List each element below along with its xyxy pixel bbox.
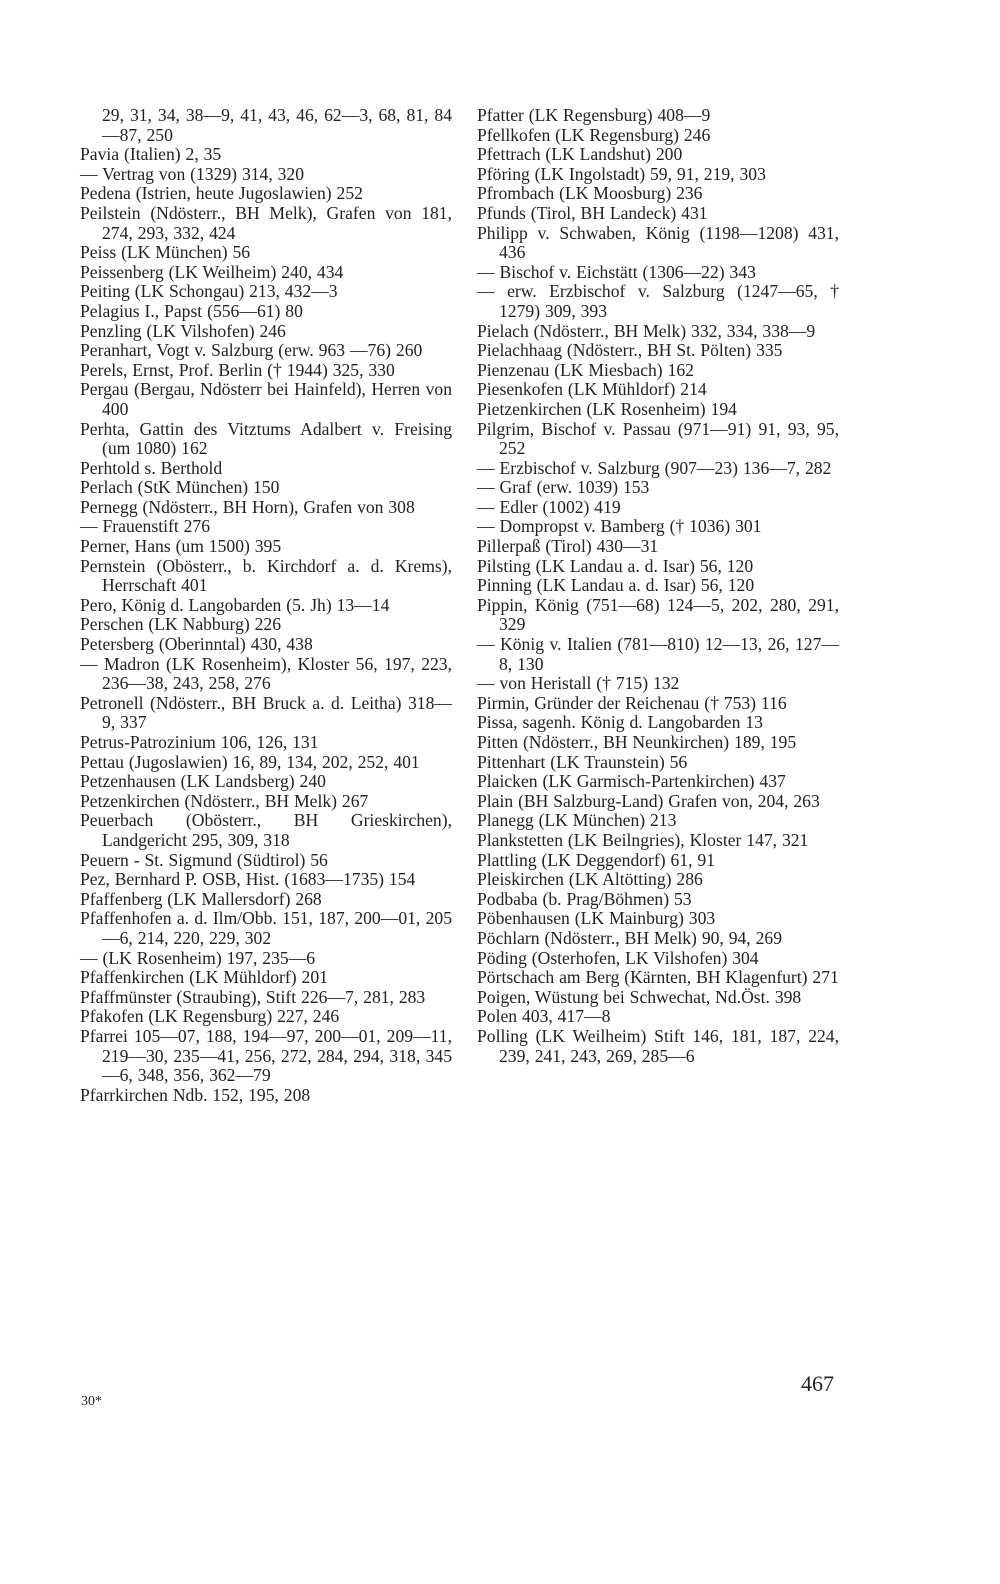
index-entry: — Dompropst v. Bamberg († 1036) 301 [477, 516, 762, 537]
index-entry: Pirmin, Gründer der Reichenau († 753) 116 [477, 692, 787, 713]
index-entry: Pfettrach (LK Landshut) 200 [477, 144, 683, 165]
index-entry: Pfakofen (LK Regensburg) 227, 246 [80, 1006, 340, 1027]
index-entry: Pittenhart (LK Traunstein) 56 [477, 751, 688, 772]
index-entry: Planegg (LK München) 213 [477, 810, 677, 831]
index-entry: Pleiskirchen (LK Altötting) 286 [477, 869, 703, 890]
index-entry: Plaicken (LK Garmisch-Partenkirchen) 437 [477, 771, 786, 792]
index-entry: Pöbenhausen (LK Mainburg) 303 [477, 908, 716, 929]
index-entry: Pöding (Osterhofen, LK Vilshofen) 304 [477, 947, 759, 968]
index-entry: Perels, Ernst, Prof. Berlin († 1944) 325, 330 [80, 359, 395, 380]
index-entry: Pfaffmünster (Straubing), Stift 226—7, 281, 283 [80, 986, 426, 1007]
index-entry: Pinning (LK Landau a. d. Isar) 56, 120 [477, 575, 755, 596]
index-entry: — Vertrag von (1329) 314, 320 [80, 163, 305, 184]
index-entry: Pillerpaß (Tirol) 430—31 [477, 536, 659, 557]
left-column [80, 106, 452, 1105]
index-entry: Pföring (LK Ingolstadt) 59, 91, 219, 303 [477, 163, 766, 184]
index-entry: Pissa, sagenh. König d. Langobarden 13 [477, 712, 763, 733]
index-entry: Pfaffenkirchen (LK Mühldorf) 201 [80, 967, 328, 988]
index-entry: Peranhart, Vogt v. Salzburg (erw. 963 —76) 260 [80, 340, 423, 361]
index-entry: Plankstetten (LK Beilngries), Kloster 147, 321 [477, 829, 809, 850]
index-entry: Perhtold s. Berthold [80, 457, 223, 478]
index-entry: Peiting (LK Schongau) 213, 432—3 [80, 281, 338, 302]
index-entry: Pfaffenberg (LK Mallersdorf) 268 [80, 888, 322, 909]
index-entry: Pfunds (Tirol, BH Landeck) 431 [477, 202, 708, 223]
index-entry: Perhta, Gattin des Vitztums Adalbert v. Freising (um 1080) 162 [80, 418, 452, 459]
index-entry: — Madron (LK Rosenheim), Kloster 56, 197, 223, 236—38, 243, 258, 276 [80, 653, 452, 694]
index-entry: Pedena (Istrien, heute Jugoslawien) 252 [80, 183, 363, 204]
index-entry: Pöchlarn (Ndösterr., BH Melk) 90, 94, 269 [477, 927, 782, 948]
index-entry: 29, 31, 34, 38—9, 41, 43, 46, 62—3, 68, 81, 84—87, 250 [102, 105, 452, 145]
page-number: 467 [801, 1371, 834, 1396]
index-entry: Peissenberg (LK Weilheim) 240, 434 [80, 261, 344, 282]
index-entry: Pippin, König (751—68) 124—5, 202, 280, 291, 329 [477, 594, 839, 635]
index-entry: Polling (LK Weilheim) Stift 146, 181, 187, 224, 239, 241, 243, 269, 285—6 [477, 1025, 839, 1066]
index-entry: Pavia (Italien) 2, 35 [80, 144, 222, 165]
index-entry: Pergau (Bergau, Ndösterr bei Hainfeld), Herren von 400 [80, 379, 452, 419]
index-entry: — von Heristall († 715) 132 [477, 673, 680, 694]
index-entry: Pfrombach (LK Moosburg) 236 [477, 183, 703, 204]
index-entry: Polen 403, 417—8 [477, 1006, 611, 1027]
index-entry: — Frauenstift 276 [80, 516, 211, 537]
index-entry: Pfatter (LK Regensburg) 408—9 [477, 105, 711, 125]
index-entry: — Edler (1002) 419 [477, 496, 621, 517]
index-entry: Perlach (StK München) 150 [80, 477, 280, 498]
index-entry: Pilgrim, Bischof v. Passau (971—91) 91, 93, 95, 252 [477, 418, 839, 459]
index-entry: — erw. Erzbischof v. Salzburg (1247—65, † 1279) 309, 393 [477, 281, 839, 321]
index-entry: Pielachhaag (Ndösterr., BH St. Pölten) 335 [477, 340, 783, 361]
index-entry: Pfellkofen (LK Regensburg) 246 [477, 124, 711, 145]
index-entry: Penzling (LK Vilshofen) 246 [80, 320, 286, 341]
index-entry: — (LK Rosenheim) 197, 235—6 [80, 947, 316, 968]
index-entry: — König v. Italien (781—810) 12—13, 26, 127—8, 130 [477, 634, 839, 674]
index-entry: Petersberg (Oberinntal) 430, 438 [80, 634, 313, 655]
index-entry: Philipp v. Schwaben, König (1198—1208) 431, 436 [477, 222, 839, 263]
index-entry: Pitten (Ndösterr., BH Neunkirchen) 189, 195 [477, 732, 797, 752]
index-entry: Piesenkofen (LK Mühldorf) 214 [477, 379, 707, 400]
index-entry: Poigen, Wüstung bei Schwechat, Nd.Öst. 398 [477, 986, 802, 1007]
index-entry: Pernstein (Obösterr., b. Kirchdorf a. d. Krems), Herrschaft 401 [80, 555, 452, 596]
index-entry: Peuern - St. Sigmund (Südtirol) 56 [80, 849, 328, 870]
index-entry: Petzenkirchen (Ndösterr., BH Melk) 267 [80, 790, 369, 811]
signature-mark: 30* [81, 1394, 102, 1409]
index-entry: Peuerbach (Obösterr., BH Grieskirchen), Landgericht 295, 309, 318 [80, 810, 452, 850]
index-entry: Perner, Hans (um 1500) 395 [80, 536, 282, 557]
index-entry: — Graf (erw. 1039) 153 [477, 477, 650, 498]
index-entry: — Bischof v. Eichstätt (1306—22) 343 [477, 261, 756, 282]
index-entry: Petzenhausen (LK Landsberg) 240 [80, 771, 326, 792]
index-entry: Perschen (LK Nabburg) 226 [80, 614, 282, 635]
index-entry: Pettau (Jugoslawien) 16, 89, 134, 202, 252, 401 [80, 751, 420, 772]
index-entry: Petronell (Ndösterr., BH Bruck a. d. Leitha) 318—9, 337 [80, 692, 452, 733]
index-entry: Pielach (Ndösterr., BH Melk) 332, 334, 338—9 [477, 320, 816, 341]
index-entry: Petrus-Patrozinium 106, 126, 131 [80, 732, 319, 752]
index-entry: Plain (BH Salzburg-Land) Grafen von, 204, 263 [477, 790, 820, 811]
index-entry: Pfarrkirchen Ndb. 152, 195, 208 [80, 1084, 311, 1105]
index-entry: Peilstein (Ndösterr., BH Melk), Grafen von 181, 274, 293, 332, 424 [80, 202, 452, 243]
index-entry: Pelagius I., Papst (556—61) 80 [80, 300, 303, 321]
index-entry: Podbaba (b. Prag/Böhmen) 53 [477, 888, 692, 909]
index-entry: — Erzbischof v. Salzburg (907—23) 136—7, 282 [477, 457, 832, 478]
index-entry: Pietzenkirchen (LK Rosenheim) 194 [477, 398, 737, 419]
index-entry: Plattling (LK Deggendorf) 61, 91 [477, 849, 716, 870]
index-entry: Peiss (LK München) 56 [80, 242, 251, 263]
index-entry: Pilsting (LK Landau a. d. Isar) 56, 120 [477, 555, 754, 576]
index-entry: Pfaffenhofen a. d. Ilm/Obb. 151, 187, 200—01, 205—6, 214, 220, 229, 302 [80, 908, 452, 948]
right-column [477, 106, 839, 1066]
index-entry: Pienzenau (LK Miesbach) 162 [477, 359, 694, 380]
index-entry: Pörtschach am Berg (Kärnten, BH Klagenfurt) 271 [477, 967, 839, 988]
index-entry: Pero, König d. Langobarden (5. Jh) 13—14 [80, 594, 390, 615]
index-entry: Pfarrei 105—07, 188, 194—97, 200—01, 209—11, 219—30, 235—41, 256, 272, 284, 294, 318, 345—6, 348, 356, 362—79 [80, 1025, 452, 1086]
index-entry: Pernegg (Ndösterr., BH Horn), Grafen von 308 [80, 496, 415, 517]
index-entry: Pez, Bernhard P. OSB, Hist. (1683—1735) 154 [80, 869, 416, 890]
